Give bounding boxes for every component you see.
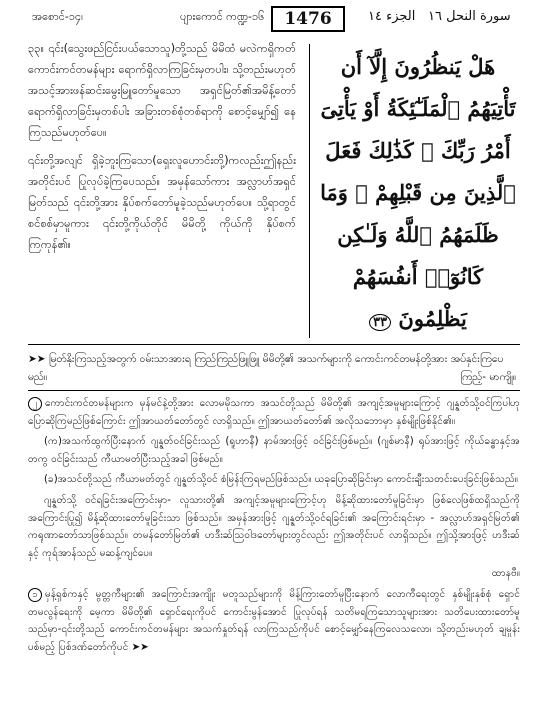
note-1-text: ကောင်းကင်တမန်များက မှန်မင်နဲ့တို့အား လောမမိုသကာ အသင်တို့သည် မိမိတို့၏ အကျင့်အမူများကြောင့် ဂျန္နတ်သို့ဝင်ကြပါဟု ပြောဆိုကြမည်ဖြစ်ကြောင်း ဤအာယတ်တော်တွင် လာရှိသည်။ ဤအာယတ်တော်၏ အလိုသဘောမှာ နှစ်မျိုးဖြစ်နိုင်၏။ [28, 398, 520, 427]
note-1-a: (က)အသက်ထွက်ပြီးနောက် ဂျန္နတ်ဝင်ခြင်းသည် (ရူဟာနီ) နာမ်အားဖြင့် ဝင်ခြင်းဖြစ်မည်။ (ဂျစ်မာနီ) ရုပ်အားဖြင့် ကိုယ်ခန္ဓာနှင့်အတကွ ဝင်ခြင်းသည် ကီယာမတ်ပြီးသည့်အခါ ဖြစ်မည်။ [28, 436, 520, 465]
note-1 [28, 395, 520, 430]
header-surah: سورة النحل ١٦ [428, 9, 511, 24]
footnote-continued [28, 350, 520, 386]
header-juz: الجزء ١٤ [368, 9, 416, 24]
translation-paragraph-1: ၃၃။ ၎င်း(သွေးဖည်ငြင်းပယ်သောသူ)တို့သည် မိမိထံ မလဲကရှိကတ် ကောင်းကင်တမန်များ ရောက်ရှိလာကြခြင်းမှတပါး၊ သို့တည်းမဟုတ် အသင့်အားဖန်ဆင်းမွေးမြူတော်မူသော အရှင်မြတ်၏အမိန့်တော် ရောက်ရှိလာခြင်းမှတစ်ပါး အခြားတစ်စုံတစ်ရာကို စောင့်မျှော်၍ နေကြသည်မဟုတ်ပေ။ [28, 42, 296, 139]
arabic-verse [316, 46, 520, 338]
page-header [0, 0, 540, 36]
verse-section [28, 38, 520, 340]
note-1-c: ဂျန္နတ်သို့ ဝင်ရခြင်းအကြောင်းမှာ- လူသားတို့၏ အကျင့်အမူများကြောင့်ဟု မိန့်ဆိုထားတော်မူခြင်းမှာ ဖြစ်လေဖြစ်ထရှိသည်ကို အကြောင်းပြု၍ မိန့်ဆိုထားတော်မူခြင်းသာ ဖြစ်သည်။ အမှန်အားဖြင့် ဂျန္နတ်သို့ဝင်ရခြင်း၏ အကြောင်းရင်းမှာ - အလ္လာဟ်အရှင်မြတ်၏ ကရုဏာတော်သာဖြစ်သည်။ တမန်တော်မြတ်၏ ဟဒီးဆ်ဩဝါဒတော်များတွင်လည်း ဤအတိုင်းပင် လာရှိသည်။ ဤသို့အားဖြင့် ဟဒီးဆ်နှင့် ကုရ်အာန်သည် မဆန့်ကျင်ပေ။ [28, 494, 520, 559]
note-2 [28, 586, 520, 656]
column-divider [309, 44, 310, 338]
translation-paragraph-2: ၎င်းတို့အလျင် ရှိခဲ့ဘူးကြသော(ရှေးလူဟောင်းတို့)ကလည်းဤနည်းအတိုင်းပင် ပြုလုပ်ခဲ့ကြပေသည်။ အမှန်သော်ကား အလ္လာဟ်အရှင်မြတ်သည် ၎င်းတို့အား နှိပ်စက်တော်မူခဲ့သည်မဟုတ်ပေ။ သို့ရာတွင် စင်စစ်မှာမူကား ၎င်းတို့ကိုယ်တိုင် မိမိတို့ ကိုယ်ကို နှိပ်စက်ကြကုန်၏။ [28, 154, 296, 251]
note-1-b: (ခ)အသင်တို့သည် ကီယာမတ်တွင် ဂျန္နတ်သို့ဝင် စံမြန်းကြရမည်ဖြစ်သည်။ ယခုပြောဆိုခြင်းမှာ ကောင်းချီးသတင်းပေးခြင်းဖြစ်သည်။ [44, 474, 519, 486]
footnote-reference: ကြည့်- မာကျို။ [460, 371, 516, 383]
arabic-text: هَلْ يَنظُرُونَ إِلَّآ أَن تَأْتِيَهُمُ ٱلْمَلَـٰٓئِكَةُ أَوْ يَأْتِىَ أَمْرُ رَبِّكَ ۚ كَذَٰلِكَ فَعَلَ ٱلَّذِينَ مِن قَبْلِهِمْ ۚ وَمَا ظَلَمَهُمُ ٱللَّهُ وَلَـٰكِن كَانُوٓا۟ أَنفُسَهُمْ يَظْلِمُونَ [320, 54, 516, 331]
footnote-text: ➤➤ မြတ်နိုးကြသည့်အတွက် ဝမ်းသာအားရ ကြည်ကြည်ဖြူဖြူ မိမိတို့၏ အသက်များကို ကောင်းကင်တမန်တို့အား အပ်နှင်းကြပေမည်။ [28, 353, 504, 383]
header-issue: အစောင်-၁၄၊ [32, 10, 83, 23]
verse-number: ٣٣ [369, 314, 391, 331]
divider-top [28, 344, 520, 345]
note-1-source: ထာနဗီ။ [491, 568, 520, 580]
note-2-marker: ၁ [28, 588, 42, 602]
translation-block [28, 38, 296, 338]
note-2-text: မှန့်ရှစ်ကနှင့် မွတ္တကီများ၏ အကြောင်းအကျိုး မတူသည်များကို မိန့်ကြားတော်မူပြီးနောက် လောကီရေးတွင် နှစ်မျိုးနှစ်စုံ ရှောင်တမလွန်ရေးကို မေ့ကာ မိမိတို့၏ ရှောင်ရေးကိုပင် ကောင်းမွန်အောင် ပြုလုပ်ရန် သတိမရကြသောသူများအား သတိပေးထားတော်မူသည်မှာ-၎င်းတို့သည် ကောင်းကင်တမန်များ အသက်နှုတ်ရန် လာကြသည်ကိုပင် စောင့်မျှော်နေကြလေသလော၊ သို့တည်းမဟုတ် ချမှုန်းပစ်မည့် ပြစ်ဒဏ်တော်ကိုပင် ➤➤ [28, 588, 520, 653]
page-number: 1476 [271, 6, 345, 32]
commentary-notes [28, 395, 520, 659]
header-chapter: ပျားကောင် ကဏ္ဍ-၁၆ [180, 10, 265, 23]
divider-notes [28, 390, 520, 391]
note-1-marker: ၂ [28, 397, 42, 411]
